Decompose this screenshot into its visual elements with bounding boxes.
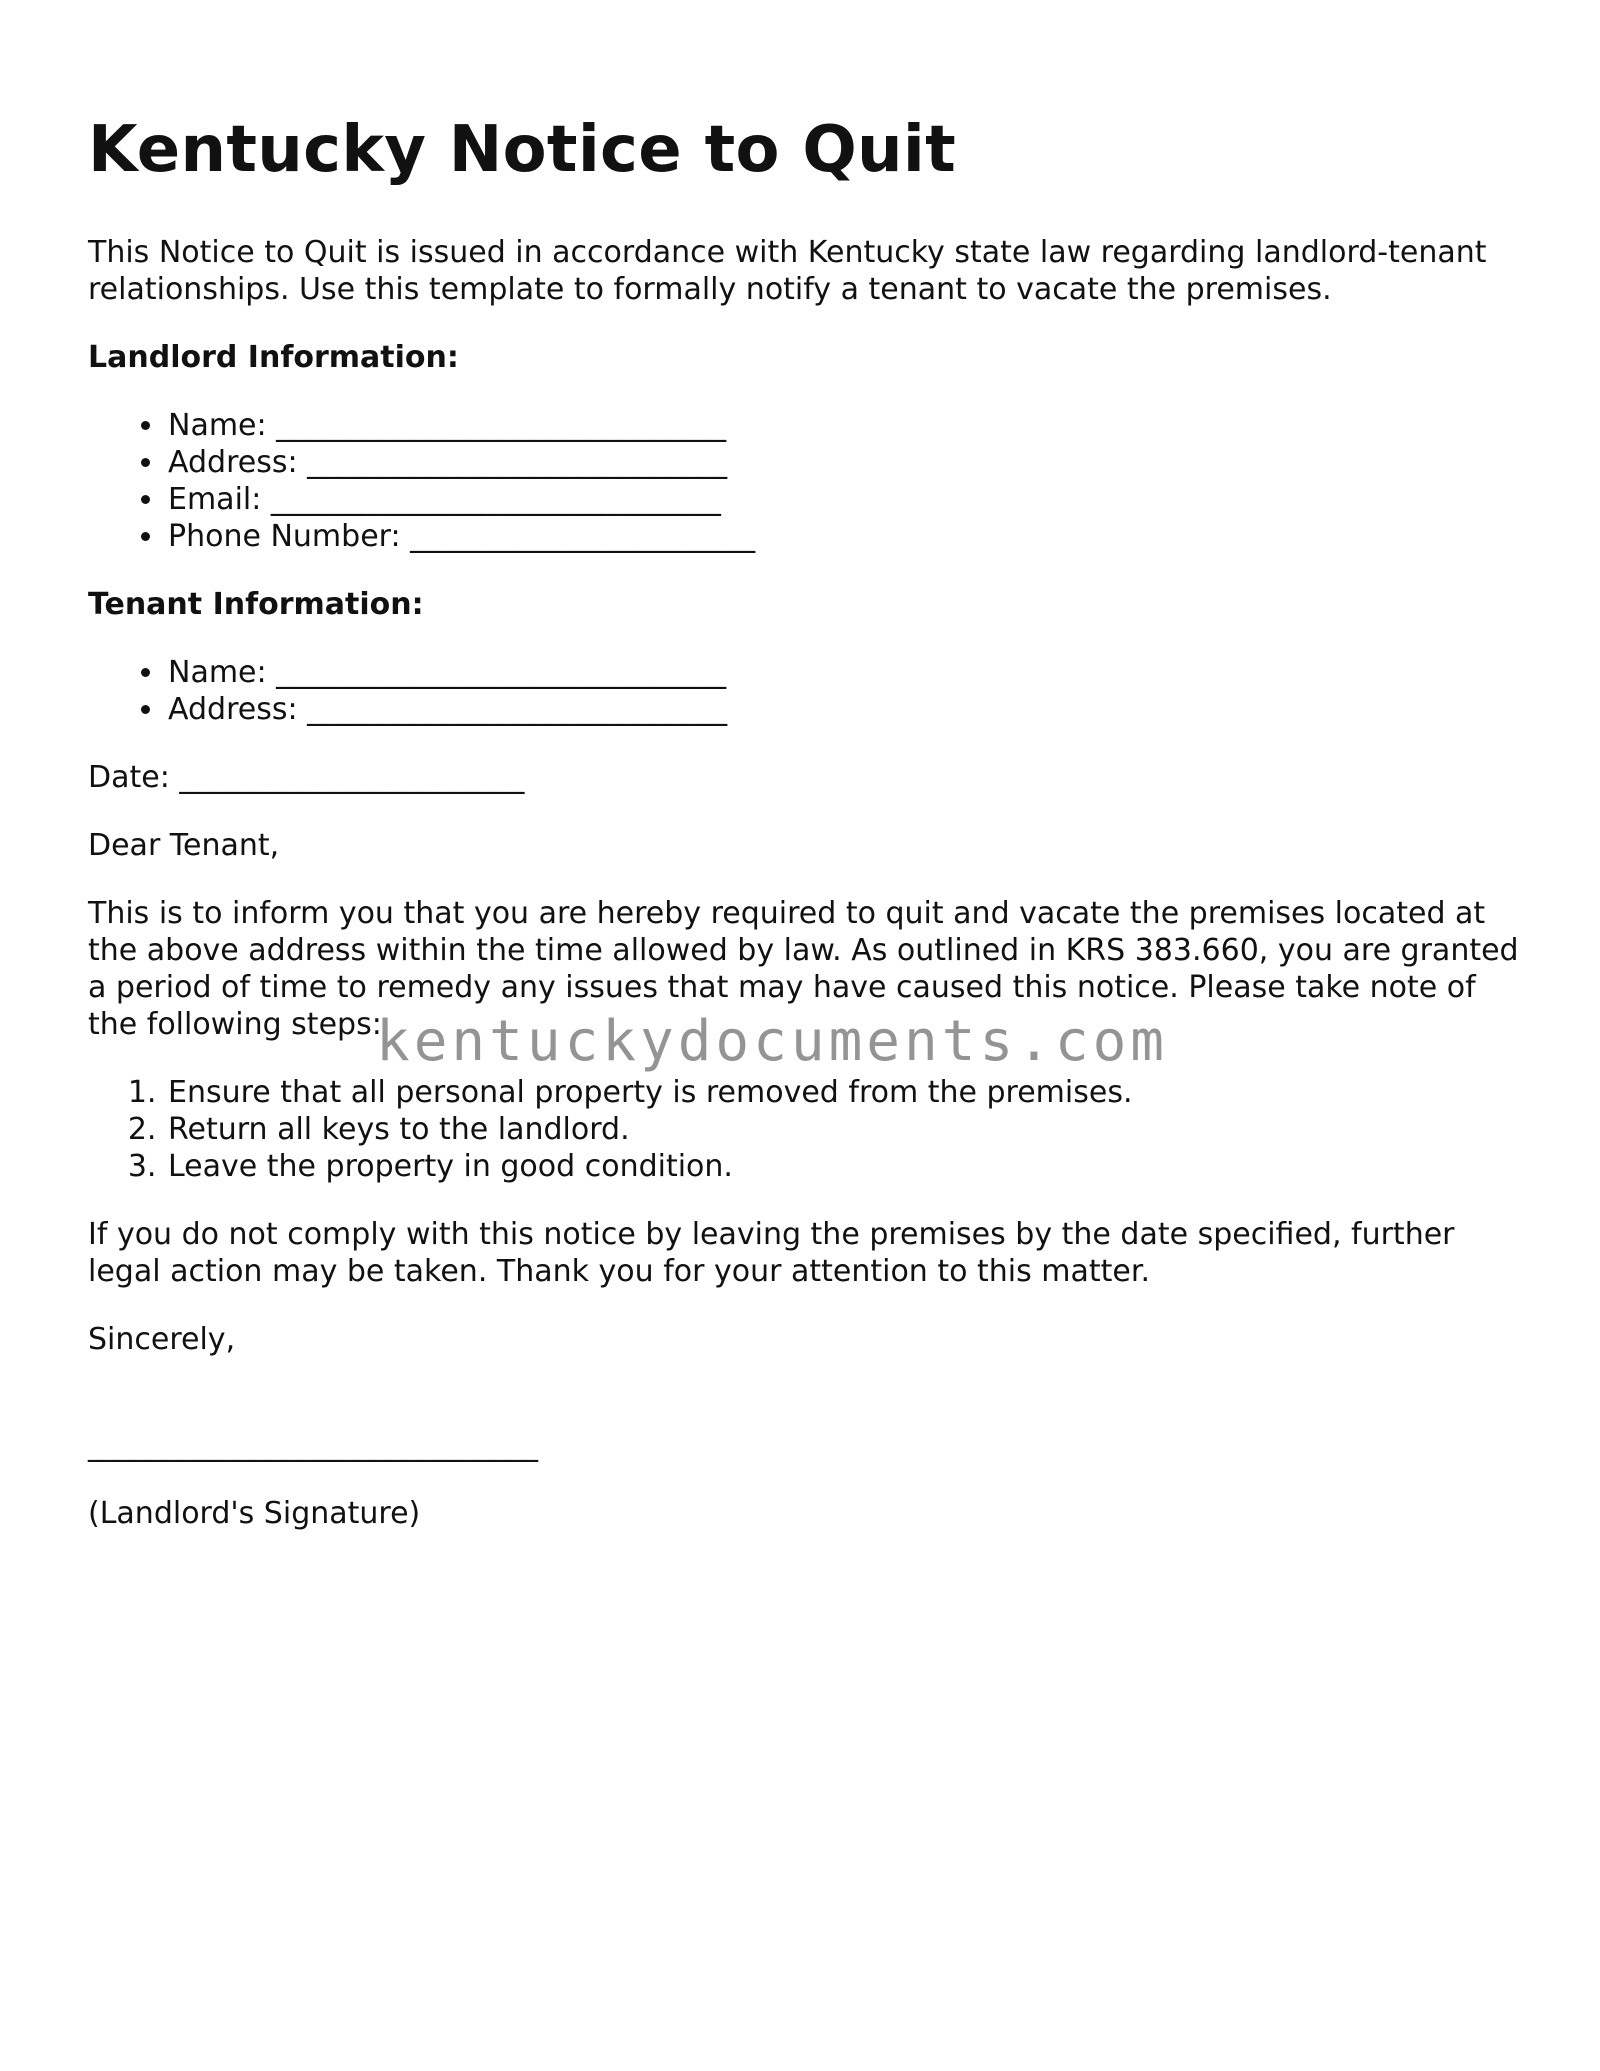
step-item: 2. Return all keys to the landlord. bbox=[166, 1111, 1528, 1148]
signature-caption: (Landlord's Signature) bbox=[88, 1496, 421, 1531]
intro-paragraph: This Notice to Quit is issued in accordance with Kentucky state law regarding landlord-tenant relationships. Use this template to formally notify a tenant to vacate the premises. bbox=[88, 235, 1487, 307]
tenant-fields-list bbox=[88, 654, 1528, 728]
landlord-section-heading: Landlord Information: bbox=[88, 340, 459, 375]
document-page bbox=[88, 112, 1528, 1563]
landlord-address-field: • Address: ____________________________ bbox=[166, 444, 1528, 481]
tenant-section-heading: Tenant Information: bbox=[88, 587, 424, 622]
tenant-address-field: • Address: ____________________________ bbox=[166, 691, 1528, 728]
landlord-phone-field: • Phone Number: _______________________ bbox=[166, 518, 1528, 555]
landlord-name-field: • Name: ______________________________ bbox=[166, 407, 1528, 444]
watermark: kentuckydocuments.com bbox=[376, 1009, 1169, 1074]
step-item: 1. Ensure that all personal property is removed from the premises. bbox=[166, 1074, 1528, 1111]
salutation: Dear Tenant, bbox=[88, 828, 280, 863]
date-line: Date: _______________________ bbox=[88, 760, 525, 795]
tenant-name-field: • Name: ______________________________ bbox=[166, 654, 1528, 691]
step-item: 3. Leave the property in good condition. bbox=[166, 1148, 1528, 1185]
document-title: Kentucky Notice to Quit bbox=[88, 113, 957, 187]
landlord-email-field: • Email: ______________________________ bbox=[166, 481, 1528, 518]
body-paragraph: This is to inform you that you are hereby required to quit and vacate the premises located at the above address within the time allowed by law. As outlined in KRS 383.660, you are granted a period of time to remedy any issues that may have caused this notice. Please take note of the following steps: bbox=[88, 896, 1519, 1042]
signature-line: ______________________________ bbox=[88, 1428, 538, 1463]
steps-list bbox=[88, 1074, 1528, 1185]
closing: Sincerely, bbox=[88, 1322, 236, 1357]
warning-paragraph: If you do not comply with this notice by leaving the premises by the date specified, further legal action may be taken. Thank you for your attention to this matter. bbox=[88, 1217, 1455, 1289]
landlord-fields-list bbox=[88, 407, 1528, 555]
